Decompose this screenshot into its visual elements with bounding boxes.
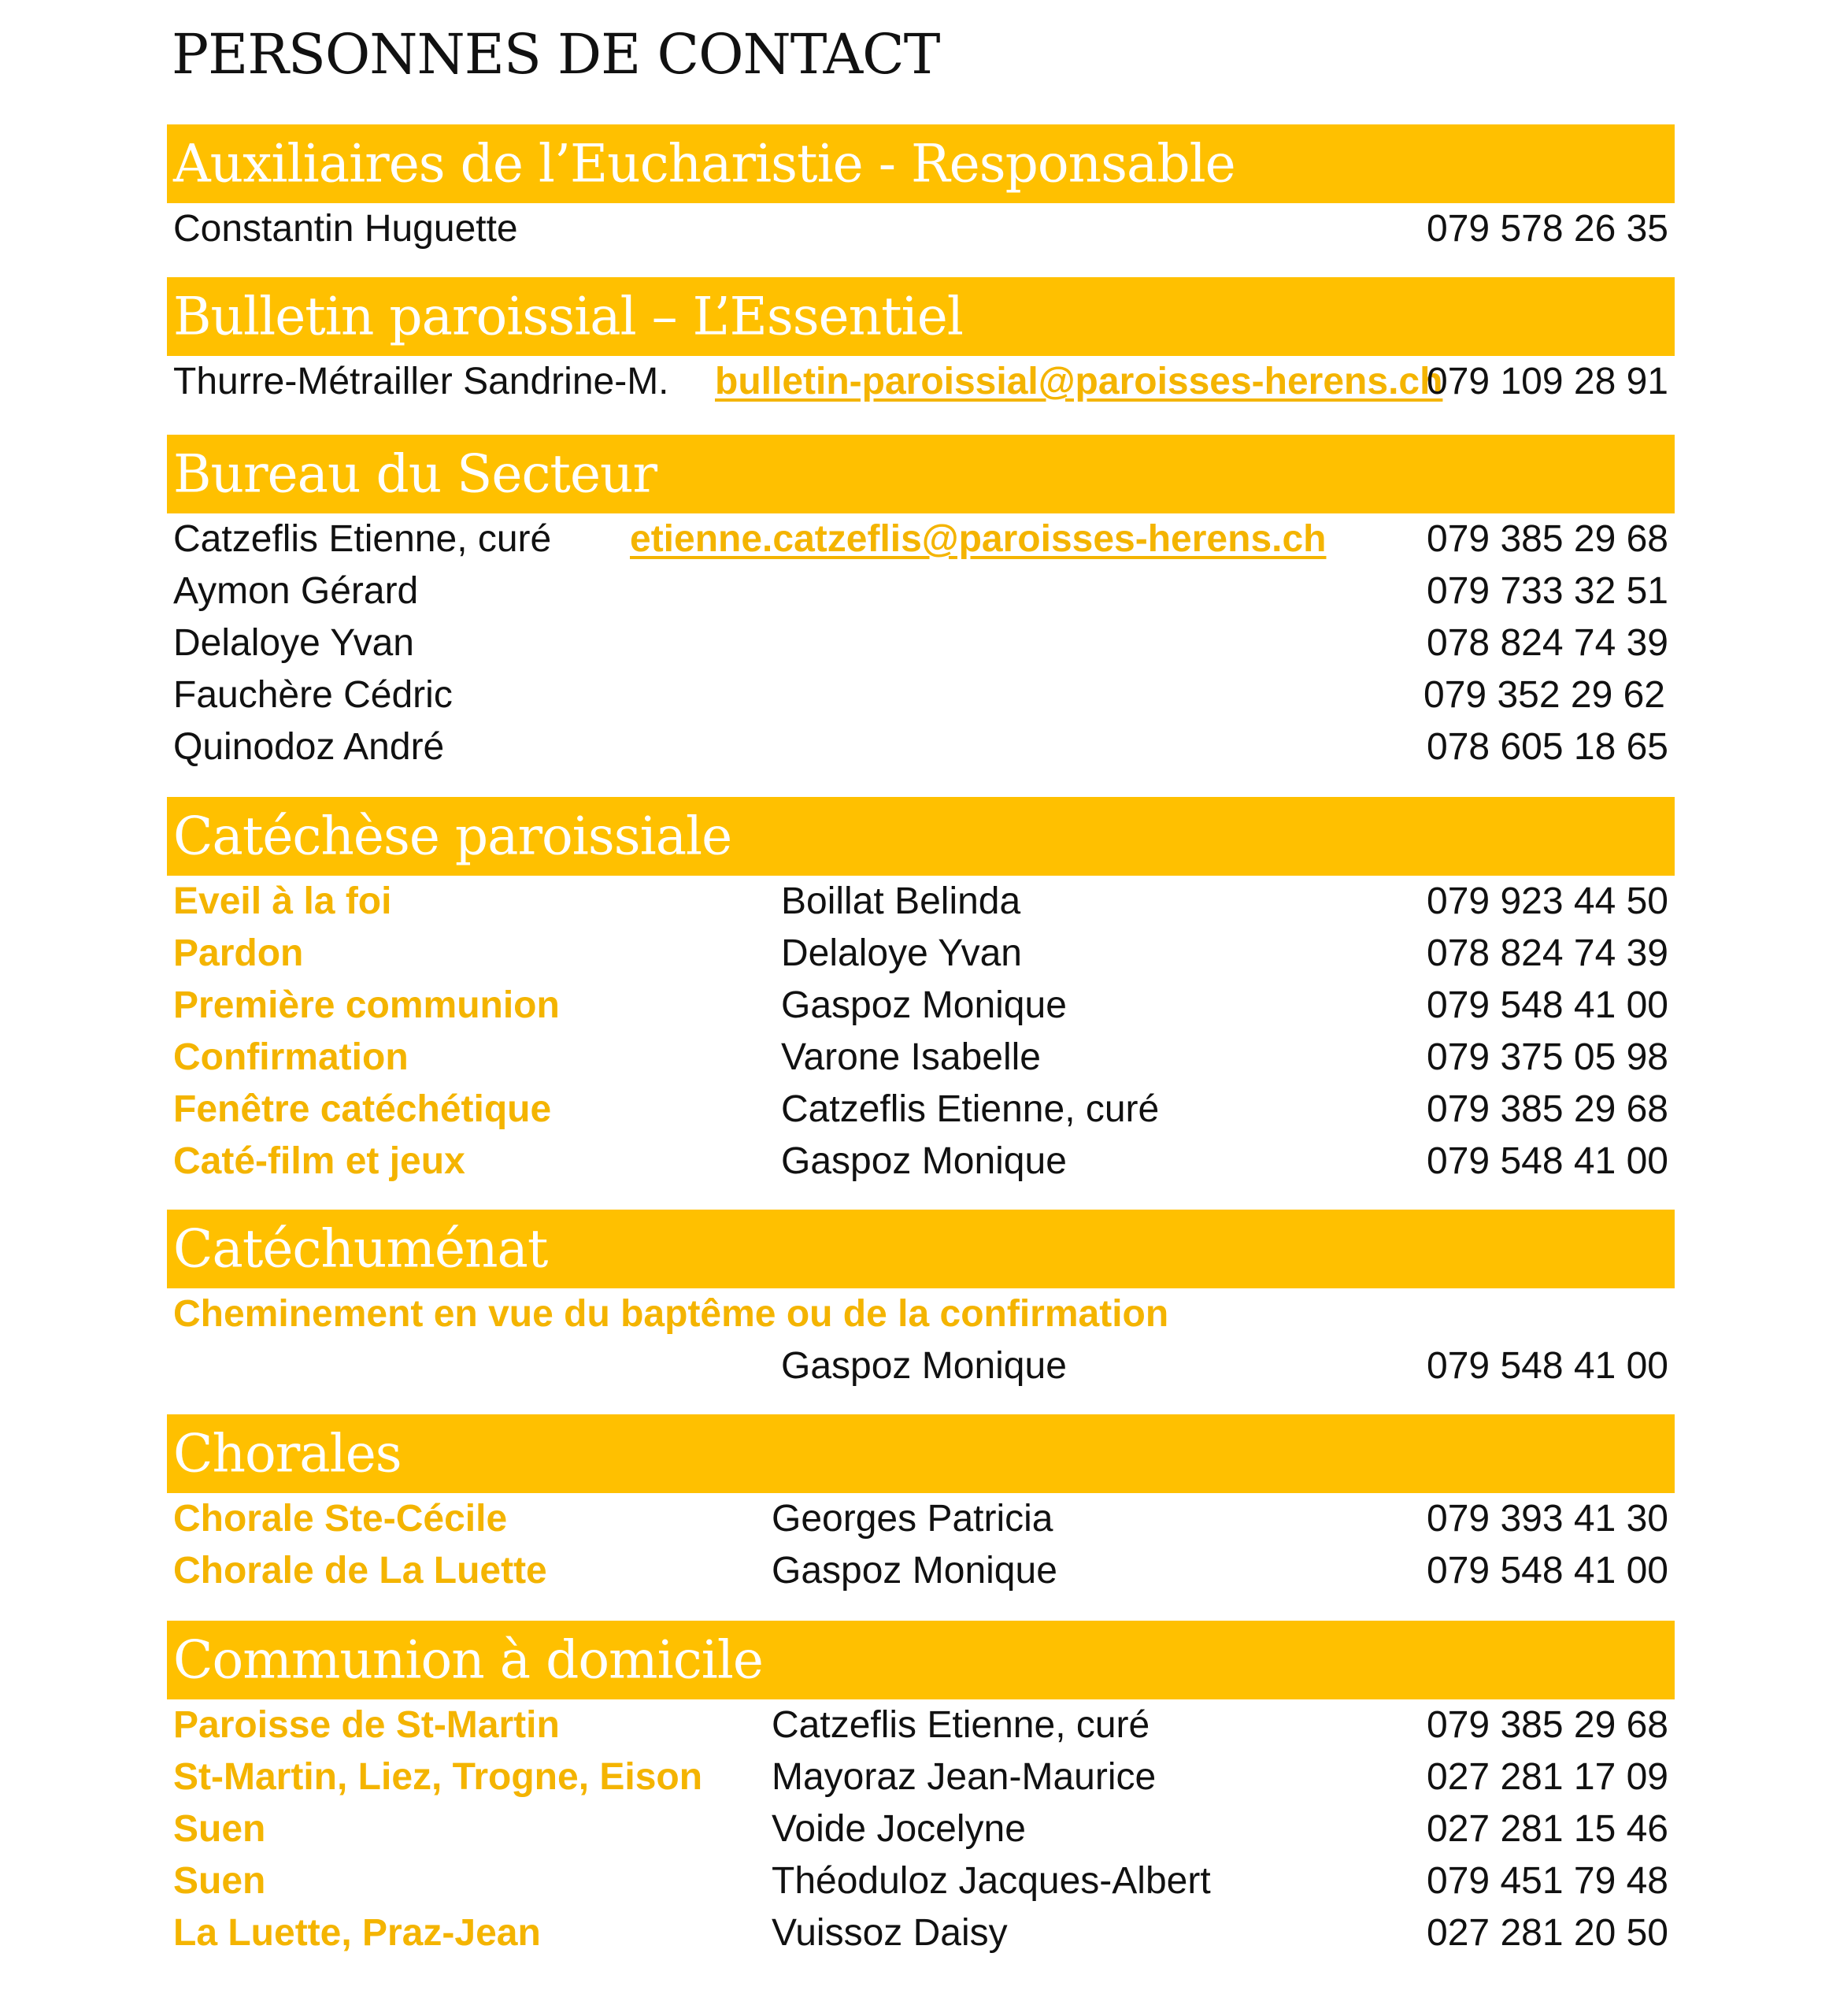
contact-phone: 079 385 29 68 xyxy=(1427,1088,1668,1130)
contact-row xyxy=(0,617,1840,669)
contact-role: Confirmation xyxy=(173,1036,409,1078)
contact-row xyxy=(0,1699,1840,1751)
section-title: Chorales xyxy=(173,1423,402,1484)
contact-row xyxy=(0,1751,1840,1803)
contact-phone: 027 281 17 09 xyxy=(1427,1756,1668,1798)
contact-phone: 079 733 32 51 xyxy=(1427,570,1668,612)
contact-role: St-Martin, Liez, Trogne, Eison xyxy=(173,1756,703,1798)
contact-phone: 078 605 18 65 xyxy=(1427,726,1668,768)
contact-row xyxy=(0,356,1840,408)
contact-person: Gaspoz Monique xyxy=(781,984,1067,1026)
contact-phone: 079 548 41 00 xyxy=(1427,1550,1668,1592)
contact-row xyxy=(0,1084,1840,1136)
contact-phone: 079 548 41 00 xyxy=(1427,984,1668,1026)
section-header-communion xyxy=(167,1621,1675,1699)
contact-role: Fenêtre catéchétique xyxy=(173,1088,552,1130)
section-header-bulletin xyxy=(167,277,1675,356)
contact-phone: 079 385 29 68 xyxy=(1427,1704,1668,1746)
contact-person: Catzeflis Etienne, curé xyxy=(772,1704,1150,1746)
contact-row xyxy=(0,669,1840,721)
section-subtitle: Cheminement en vue du baptême ou de la confirmation xyxy=(173,1293,1169,1335)
contact-role: La Luette, Praz-Jean xyxy=(173,1912,541,1954)
contact-person: Varone Isabelle xyxy=(781,1036,1041,1078)
contact-phone: 027 281 20 50 xyxy=(1427,1912,1668,1954)
section-title: Auxiliaires de l’Eucharistie - Responsable xyxy=(173,133,1235,195)
contact-row xyxy=(0,1136,1840,1188)
contact-row xyxy=(0,876,1840,928)
section-header-eucharistie xyxy=(167,124,1675,203)
contact-row xyxy=(0,513,1840,565)
contact-phone: 079 451 79 48 xyxy=(1427,1860,1668,1902)
contact-phone: 079 375 05 98 xyxy=(1427,1036,1668,1078)
contact-row xyxy=(0,1855,1840,1907)
contact-person: Delaloye Yvan xyxy=(781,932,1022,974)
contact-role: Paroisse de St-Martin xyxy=(173,1704,560,1746)
page-title: PERSONNES DE CONTACT xyxy=(172,22,940,87)
contact-row xyxy=(0,928,1840,980)
contact-phone: 079 923 44 50 xyxy=(1427,880,1668,922)
contact-row xyxy=(0,1907,1840,1959)
contact-row xyxy=(0,1032,1840,1084)
section-title: Catéchèse paroissiale xyxy=(173,806,732,867)
section-title: Bureau du Secteur xyxy=(173,443,657,505)
contact-person: Mayoraz Jean-Maurice xyxy=(772,1756,1157,1798)
contact-role: Caté-film et jeux xyxy=(173,1140,465,1182)
contact-row xyxy=(0,203,1840,255)
section-header-catechese xyxy=(167,797,1675,876)
contact-phone: 079 578 26 35 xyxy=(1427,208,1668,250)
contact-name: Quinodoz André xyxy=(173,726,445,768)
contact-person: Boillat Belinda xyxy=(781,880,1021,922)
contact-phone: 079 385 29 68 xyxy=(1427,518,1668,560)
contact-row xyxy=(0,1803,1840,1855)
contact-role: Suen xyxy=(173,1808,266,1850)
contact-phone: 079 352 29 62 xyxy=(1424,674,1665,716)
contact-name: Thurre-Métrailler Sandrine-M. xyxy=(173,361,669,402)
contact-person: Catzeflis Etienne, curé xyxy=(781,1088,1160,1130)
contact-role: Chorale Ste-Cécile xyxy=(173,1498,508,1540)
contact-person: Voide Jocelyne xyxy=(772,1808,1026,1850)
section-header-catechumenat xyxy=(167,1210,1675,1288)
contact-name: Catzeflis Etienne, curé xyxy=(173,518,552,560)
contact-role: Chorale de La Luette xyxy=(173,1550,547,1592)
contact-phone: 078 824 74 39 xyxy=(1427,932,1668,974)
contact-role: Eveil à la foi xyxy=(173,880,392,922)
contact-phone: 027 281 15 46 xyxy=(1427,1808,1668,1850)
section-title: Bulletin paroissial – L’Essentiel xyxy=(173,286,963,347)
section-header-chorales xyxy=(167,1414,1675,1493)
contact-name: Fauchère Cédric xyxy=(173,674,453,716)
contact-person: Georges Patricia xyxy=(772,1498,1053,1540)
contact-person: Gaspoz Monique xyxy=(781,1345,1067,1387)
contact-role: Suen xyxy=(173,1860,266,1902)
section-title: Catéchuménat xyxy=(173,1218,548,1280)
contact-name: Delaloye Yvan xyxy=(173,622,414,664)
contact-row xyxy=(0,565,1840,617)
email-link[interactable]: etienne.catzeflis@paroisses-herens.ch xyxy=(630,518,1327,560)
section-header-bureau xyxy=(167,435,1675,513)
section-subtitle-row xyxy=(0,1288,1840,1340)
contact-row xyxy=(0,1493,1840,1545)
contact-role: Première communion xyxy=(173,984,560,1026)
contact-person: Théoduloz Jacques-Albert xyxy=(772,1860,1211,1902)
section-title: Communion à domicile xyxy=(173,1629,763,1691)
contact-role: Pardon xyxy=(173,932,304,974)
contact-phone: 079 109 28 91 xyxy=(1427,361,1668,402)
contact-phone: 079 548 41 00 xyxy=(1427,1140,1668,1182)
contact-name: Aymon Gérard xyxy=(173,570,419,612)
email-link[interactable]: bulletin-paroissial@paroisses-herens.ch xyxy=(715,361,1443,402)
contact-name: Constantin Huguette xyxy=(173,208,518,250)
contact-phone: 079 548 41 00 xyxy=(1427,1345,1668,1387)
contact-phone: 078 824 74 39 xyxy=(1427,622,1668,664)
contact-person: Vuissoz Daisy xyxy=(772,1912,1008,1954)
contact-row xyxy=(0,1545,1840,1597)
contact-row xyxy=(0,980,1840,1032)
contact-person: Gaspoz Monique xyxy=(772,1550,1057,1592)
contact-row xyxy=(0,1340,1840,1392)
contact-person: Gaspoz Monique xyxy=(781,1140,1067,1182)
contact-phone: 079 393 41 30 xyxy=(1427,1498,1668,1540)
contact-row xyxy=(0,721,1840,773)
